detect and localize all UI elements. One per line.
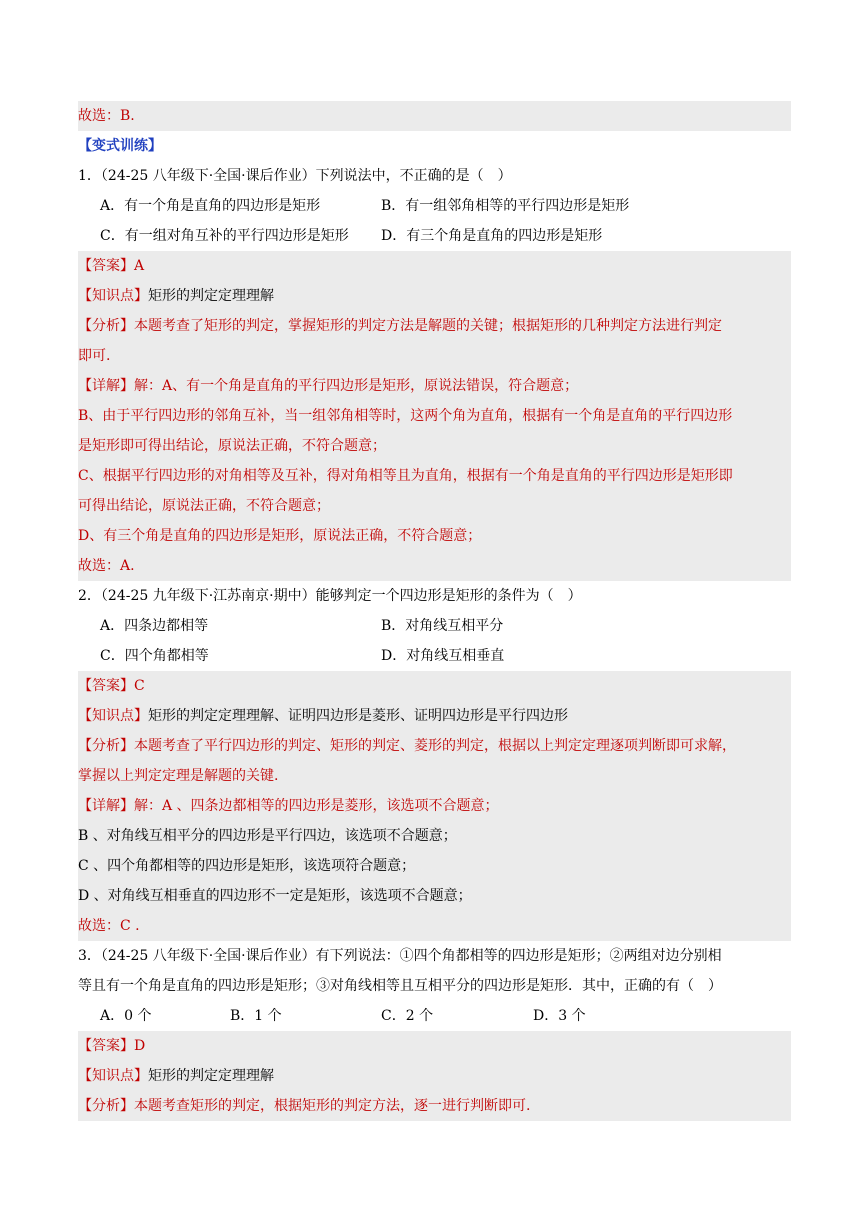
q3-option-a: A．0 个	[100, 1008, 152, 1024]
q3-stem-line-2: 等且有一个角是直角的四边形是矩形；③对角线相等且互相平分的四边形是矩形．其中，正确的有（ ）	[78, 978, 722, 994]
q1-solution-block	[78, 251, 791, 581]
q2-option-d: D．对角线互相垂直	[381, 648, 505, 664]
q3-stem-line-1: 3．（24-25 八年级下·全国·课后作业）有下列说法：①四个角都相等的四边形是矩形；②两组对边分别相	[78, 948, 722, 964]
q2-option-c: C．四个角都相等	[100, 648, 209, 664]
q3-solution-block	[78, 1031, 791, 1121]
q2-knowledge	[78, 701, 791, 731]
document-body	[78, 101, 791, 1121]
q2-option-b: B．对角线互相平分	[381, 618, 504, 634]
q2-answer: 【答案】C	[78, 678, 145, 694]
q1-detail-line-4: C、根据平行四边形的对角相等及互补，得对角相等且为直角，根据有一个角是直角的平行四边形是矩形即	[78, 468, 733, 484]
q2-detail-line-4: D 、对角线互相垂直的四边形不一定是矩形，该选项不合题意；	[78, 888, 472, 904]
q1-knowledge-text: 矩形的判定定理理解	[148, 288, 274, 304]
q1-option-d: D．有三个角是直角的四边形是矩形	[381, 228, 603, 244]
q1-detail-line-3: 是矩形即可得出结论，原说法正确，不符合题意；	[78, 438, 386, 454]
q3-option-d: D．3 个	[533, 1008, 586, 1024]
q2-detail-line-1: 【详解】解：A 、四条边都相等的四边形是菱形，该选项不合题意；	[78, 798, 499, 814]
q3-option-c: C．2 个	[381, 1008, 434, 1024]
q1-option-b: B．有一组邻角相等的平行四边形是矩形	[381, 198, 630, 214]
q3-knowledge-text: 矩形的判定定理理解	[148, 1068, 274, 1084]
q1-conclusion: 故选：A.	[78, 558, 135, 574]
q1-detail-line-6: D、有三个角是直角的四边形是矩形，原说法正确，不符合题意；	[78, 528, 482, 544]
q1-detail-line-5: 可得出结论，原说法正确，不符合题意；	[78, 498, 330, 514]
q1-detail-line-2: B、由于平行四边形的邻角互补，当一组邻角相等时，这两个角为直角，根据有一个角是直角的平行四边形	[78, 408, 733, 424]
q1-option-c: C．有一组对角互补的平行四边形是矩形	[100, 228, 349, 244]
previous-conclusion: 故选：B.	[78, 101, 791, 131]
q2-detail-line-3: C 、四个角都相等的四边形是矩形，该选项符合题意；	[78, 858, 416, 874]
q1-options-row-1	[78, 191, 791, 221]
q3-option-b: B．1 个	[230, 1008, 282, 1024]
q1-analysis-line-2: 即可.	[78, 348, 111, 364]
q2-options-row-2	[78, 641, 791, 671]
q2-solution-block	[78, 671, 791, 941]
q1-options-row-2	[78, 221, 791, 251]
q2-knowledge-text: 矩形的判定定理理解、证明四边形是菱形、证明四边形是平行四边形	[148, 708, 568, 724]
q2-analysis-text: 本题考查了平行四边形的判定、矩形的判定、菱形的判定，根据以上判定定理逐项判断即可求解，	[134, 738, 736, 754]
section-title: 【变式训练】	[78, 138, 162, 154]
knowledge-tag: 【知识点】	[78, 708, 148, 724]
knowledge-tag: 【知识点】	[78, 1068, 148, 1084]
q1-detail-line-1: 【详解】解：A、有一个角是直角的平行四边形是矩形，原说法错误，符合题意；	[78, 378, 579, 394]
q2-analysis-line-1	[78, 731, 791, 761]
analysis-tag: 【分析】	[78, 1098, 134, 1114]
q1-analysis-text: 本题考查了矩形的判定，掌握矩形的判定方法是解题的关键；根据矩形的几种判定方法进行判定	[134, 318, 722, 334]
q1-answer: 【答案】A	[78, 258, 145, 274]
analysis-tag: 【分析】	[78, 738, 134, 754]
q3-analysis-line-1	[78, 1091, 791, 1121]
q2-detail-line-2: B 、对角线互相平分的四边形是平行四边，该选项不合题意；	[78, 828, 457, 844]
q3-knowledge	[78, 1061, 791, 1091]
q3-analysis-text: 本题考查矩形的判定，根据矩形的判定方法，逐一进行判断即可.	[134, 1098, 531, 1114]
q1-knowledge	[78, 281, 791, 311]
q2-options-row-1	[78, 611, 791, 641]
q3-options-row	[78, 1001, 791, 1031]
analysis-tag: 【分析】	[78, 318, 134, 334]
q2-conclusion: 故选：C .	[78, 918, 140, 934]
q1-stem: 1．（24-25 八年级下·全国·课后作业）下列说法中，不正确的是（ ）	[78, 168, 512, 184]
q2-option-a: A．四条边都相等	[100, 618, 209, 634]
q1-option-a: A．有一个角是直角的四边形是矩形	[100, 198, 321, 214]
q1-analysis-line-1	[78, 311, 791, 341]
q2-stem: 2．（24-25 九年级下·江苏南京·期中）能够判定一个四边形是矩形的条件为（ ）	[78, 588, 582, 604]
q2-analysis-line-2: 掌握以上判定定理是解题的关键.	[78, 768, 279, 784]
q3-answer: 【答案】D	[78, 1038, 146, 1054]
knowledge-tag: 【知识点】	[78, 288, 148, 304]
